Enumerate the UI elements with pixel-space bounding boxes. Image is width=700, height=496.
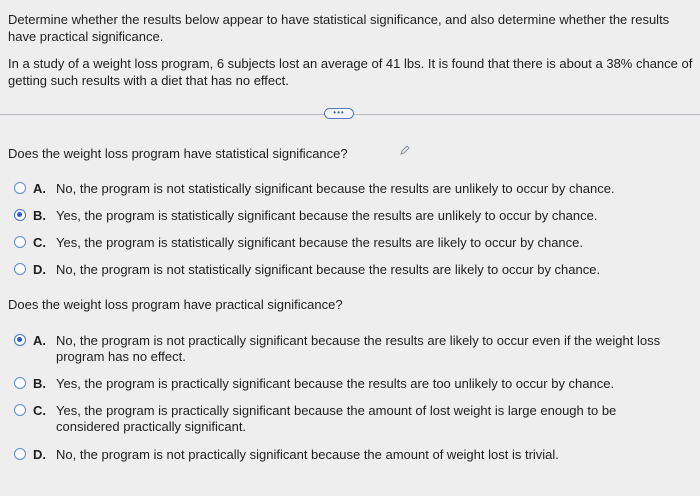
option-letter: A. (33, 333, 46, 348)
option-text: Yes, the program is practically significant because the amount of lost weight is large enough to be considered practically significant. (56, 403, 617, 434)
q2-option-a[interactable] (14, 333, 694, 365)
option-text: No, the program is not statistically significant because the results are likely to occur by chance. (56, 262, 601, 277)
radio-button[interactable] (14, 182, 26, 194)
option-text: No, the program is not statistically significant because the results are unlikely to occur by chance. (56, 181, 615, 196)
radio-button[interactable] (14, 377, 26, 389)
q2-option-d[interactable] (14, 447, 694, 463)
option-letter: D. (33, 447, 46, 462)
option-letter: B. (33, 376, 46, 391)
radio-button-selected[interactable] (14, 334, 26, 346)
pencil-icon (400, 145, 410, 155)
option-text: Yes, the program is statistically significant because the results are unlikely to occur by chance. (56, 208, 598, 223)
q1-option-b[interactable] (14, 208, 694, 224)
option-letter: A. (33, 181, 46, 196)
q1-option-c[interactable] (14, 235, 694, 251)
option-text: No, the program is not practically significant because the amount of weight lost is trivial. (56, 447, 559, 462)
radio-button[interactable] (14, 448, 26, 460)
radio-button[interactable] (14, 404, 26, 416)
option-letter: C. (33, 235, 46, 250)
radio-button-selected[interactable] (14, 209, 26, 221)
option-text: No, the program is not practically significant because the results are likely to occur even if the weight loss program has no effect. (56, 333, 661, 364)
q2-option-b[interactable] (14, 376, 694, 392)
q1-option-a[interactable] (14, 181, 694, 197)
radio-button[interactable] (14, 236, 26, 248)
option-letter: B. (33, 208, 46, 223)
q1-option-d[interactable] (14, 262, 694, 278)
expand-more-button[interactable]: ••• (324, 108, 354, 119)
q2-option-c[interactable] (14, 403, 694, 435)
question-1-text: Does the weight loss program have statistical significance? (8, 146, 348, 161)
radio-button[interactable] (14, 263, 26, 275)
option-letter: D. (33, 262, 46, 277)
option-letter: C. (33, 403, 46, 418)
question-2-text: Does the weight loss program have practical significance? (8, 297, 343, 312)
problem-statement: In a study of a weight loss program, 6 subjects lost an average of 41 lbs. It is found that there is about a 38% chance of getting such results with a diet that has no effect. (8, 56, 693, 88)
option-text: Yes, the program is practically significant because the results are too unlikely to occur by chance. (56, 376, 615, 391)
option-text: Yes, the program is statistically significant because the results are likely to occur by chance. (56, 235, 583, 250)
instructions-text: Determine whether the results below appear to have statistical significance, and also determine whether the results have practical significance. (8, 12, 670, 44)
